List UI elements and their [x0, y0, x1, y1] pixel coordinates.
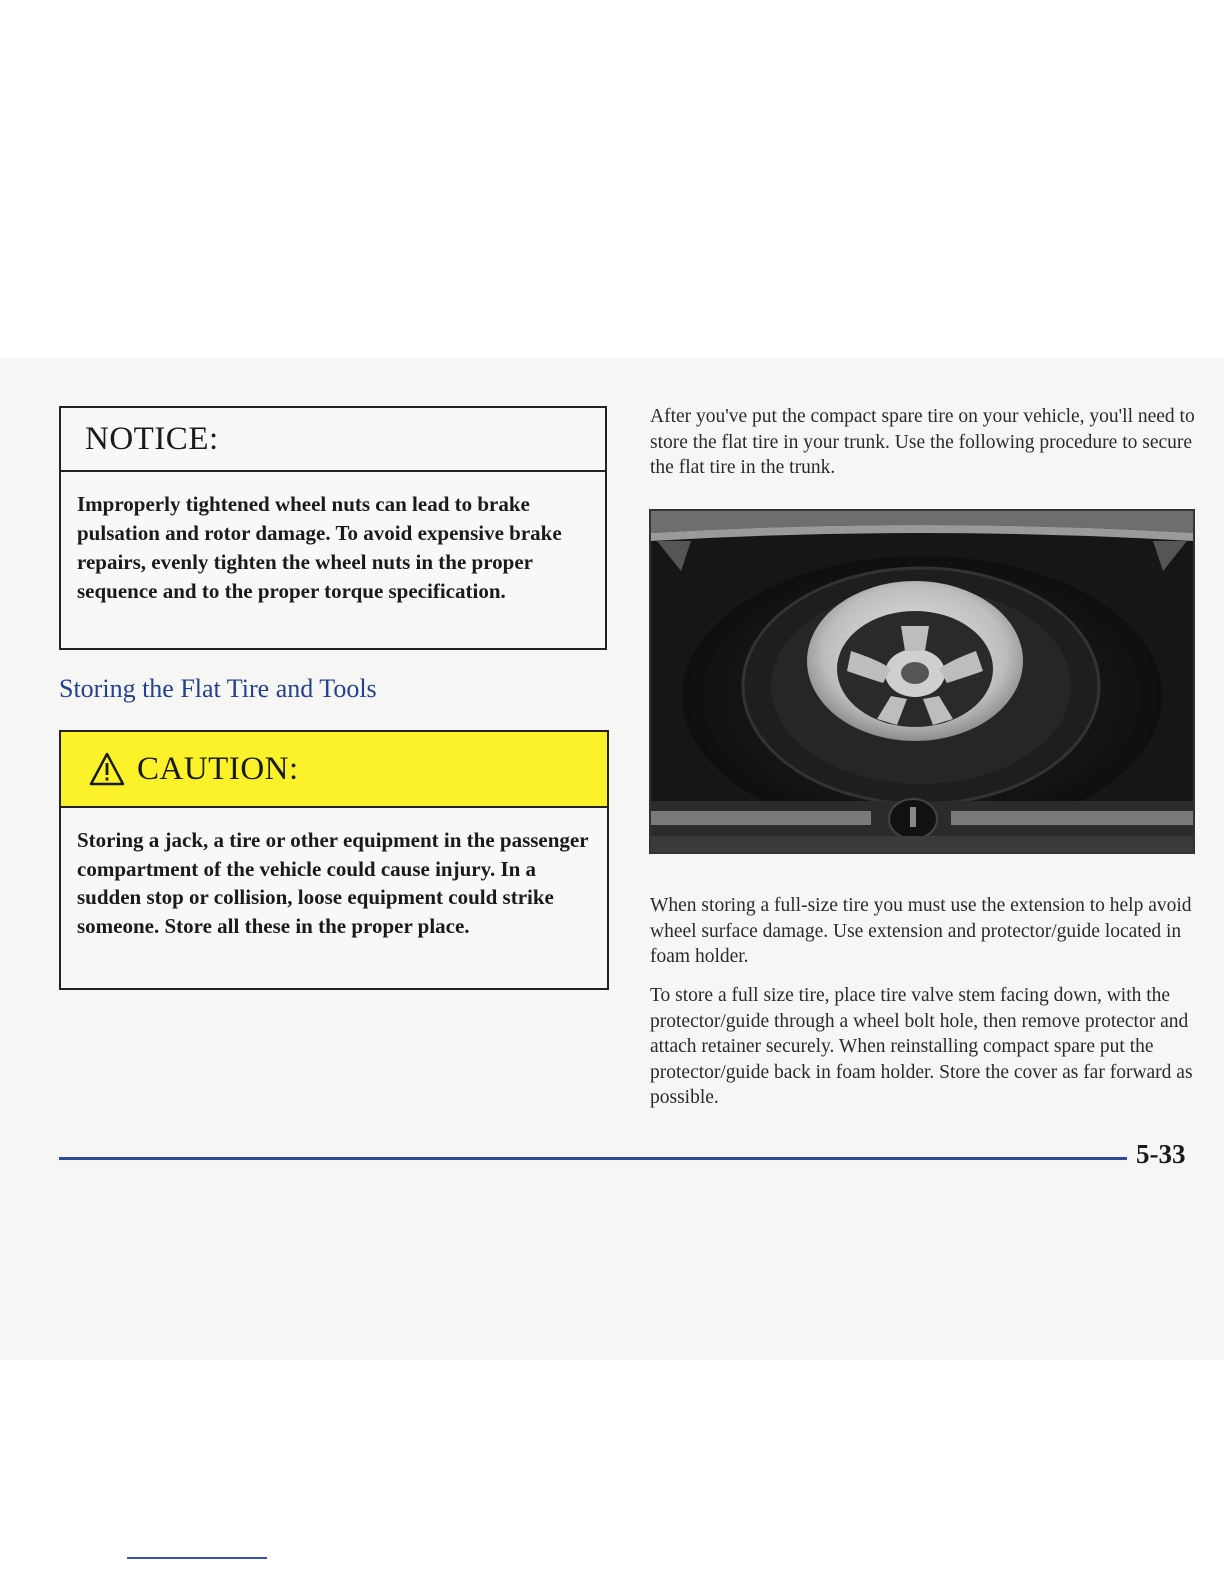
full-size-storage-paragraph: When storing a full-size tire you must use the extension to help avoid wheel surface damage. Use extension and protector/guide located in foam holder.: [650, 895, 1192, 967]
notice-title: NOTICE:: [85, 420, 219, 457]
caution-title: CAUTION:: [137, 750, 299, 787]
caution-box: [59, 730, 609, 990]
notice-header: [61, 408, 605, 472]
warning-triangle-icon: [89, 752, 125, 786]
section-heading: Storing the Flat Tire and Tools: [59, 674, 377, 703]
intro-paragraph: After you've put the compact spare tire on your vehicle, you'll need to store the flat tire in your trunk. Use the following procedure to secure the flat tire in the trunk.: [650, 406, 1195, 478]
footer-rule: [59, 1157, 1127, 1160]
bottom-rule-stub: [127, 1557, 267, 1559]
notice-body: Improperly tightened wheel nuts can lead to brake pulsation and rotor damage. To avoid expensive brake repairs, evenly tighten the wheel nuts in the proper sequence and to the proper torque specification.: [77, 492, 562, 603]
full-size-procedure-paragraph: To store a full size tire, place tire valve stem facing down, with the protector/guide through a wheel bolt hole, then remove protector and attach retainer securely. When reinstalling compact spare put the protector/guide back in foam holder. Store the cover as far forward as possible.: [650, 985, 1193, 1108]
caution-header: [61, 732, 607, 808]
caution-body: Storing a jack, a tire or other equipment in the passenger compartment of the vehicle could cause injury. In a sudden stop or collision, loose equipment could strike someone. Store all these in the proper place.: [77, 828, 589, 938]
page-number: 5-33: [1136, 1139, 1186, 1169]
trunk-spare-tire-photo: [649, 509, 1195, 854]
notice-box: [59, 406, 607, 650]
